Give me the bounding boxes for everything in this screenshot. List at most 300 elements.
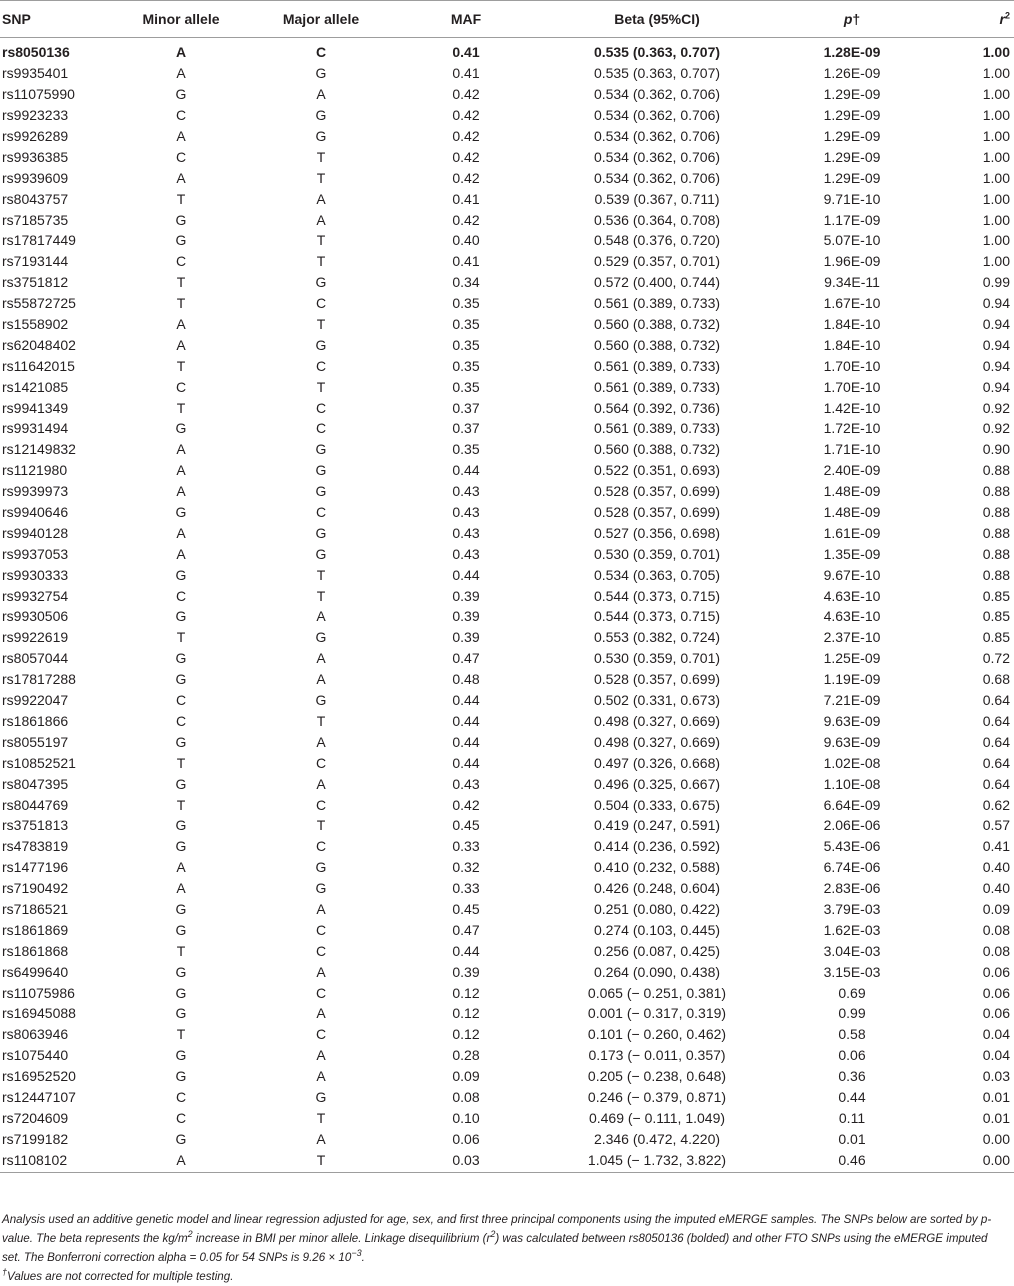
cell-p-value: 1.70E-10 <box>823 378 881 395</box>
table-row <box>0 334 1014 355</box>
cell-major-allele: A <box>316 211 326 228</box>
cell-beta: 0.256 (0.087, 0.425) <box>593 942 721 959</box>
table-row <box>0 1024 1014 1045</box>
cell-p-value: 5.43E-06 <box>823 838 881 855</box>
table-row <box>0 460 1014 481</box>
cell-beta: 0.173 (− 0.011, 0.357) <box>588 1047 726 1064</box>
cell-r-squared: 1.00 <box>982 148 1010 165</box>
cell-beta: 0.535 (0.363, 0.707) <box>593 65 721 82</box>
table-row <box>0 899 1014 920</box>
cell-minor-allele: G <box>175 1047 187 1064</box>
cell-snp: rs9937053 <box>2 545 69 562</box>
cell-beta: 0.534 (0.362, 0.706) <box>593 107 721 124</box>
cell-r-squared: 0.68 <box>982 671 1010 688</box>
cell-minor-allele: G <box>175 1005 187 1022</box>
cell-snp: rs9923233 <box>2 107 69 124</box>
header-r-letter: r <box>999 11 1005 27</box>
cell-maf: 0.32 <box>452 859 480 876</box>
cell-snp: rs16945088 <box>2 1005 76 1022</box>
notes-text-part-c: ) was calculated between rs8050136 (bolded) and other FTO SNPs using the eMERGE imputed set. The Bonferroni correction alpha = 0.05 for 54 SNPs is 9.26 × 10 <box>2 1232 988 1264</box>
cell-minor-allele: T <box>176 942 186 959</box>
cell-maf: 0.35 <box>452 378 480 395</box>
table-row <box>0 794 1014 815</box>
cell-snp: rs8047395 <box>2 775 69 792</box>
notes-text-part-d: . <box>361 1251 365 1264</box>
table-row <box>0 38 1014 63</box>
table-row <box>0 1107 1014 1128</box>
cell-minor-allele: A <box>175 44 187 61</box>
cell-minor-allele: C <box>175 378 187 395</box>
cell-p-value: 4.63E-10 <box>823 587 881 604</box>
cell-r-squared: 0.41 <box>982 838 1010 855</box>
header-p-dagger: † <box>852 11 861 27</box>
cell-beta: 0.414 (0.236, 0.592) <box>593 838 721 855</box>
cell-r-squared: 1.00 <box>982 86 1010 103</box>
cell-r-squared: 1.00 <box>982 107 1010 124</box>
cell-maf: 0.39 <box>452 608 480 625</box>
cell-r-squared: 1.00 <box>982 253 1010 270</box>
cell-beta: 0.469 (− 0.111, 1.049) <box>588 1109 726 1126</box>
cell-p-value: 1.29E-09 <box>823 107 881 124</box>
footnote-mark: † <box>2 1267 8 1278</box>
cell-snp: rs8055197 <box>2 733 69 750</box>
table-row <box>0 376 1014 397</box>
cell-snp: rs62048402 <box>2 336 76 353</box>
cell-snp: rs9922047 <box>2 692 69 709</box>
cell-maf: 0.03 <box>400 1149 532 1172</box>
cell-major-allele: G <box>315 692 327 709</box>
cell-r-squared: 0.94 <box>982 316 1010 333</box>
cell-beta: 2.346 (0.472, 4.220) <box>593 1130 721 1147</box>
cell-snp: rs17817288 <box>2 671 76 688</box>
cell-snp: rs8044769 <box>2 796 69 813</box>
table-row <box>0 585 1014 606</box>
cell-maf: 0.42 <box>452 169 480 186</box>
table-row <box>0 63 1014 84</box>
table-row <box>0 1045 1014 1066</box>
cell-beta: 0.264 (0.090, 0.438) <box>593 963 721 980</box>
cell-snp: rs1108102 <box>0 1149 120 1172</box>
cell-p-value: 1.35E-09 <box>823 545 881 562</box>
cell-minor-allele: A <box>176 316 186 333</box>
cell-r-squared: 0.06 <box>982 963 1010 980</box>
cell-snp: rs1861868 <box>2 942 69 959</box>
cell-minor-allele: T <box>176 399 186 416</box>
cell-maf: 0.42 <box>452 148 480 165</box>
cell-maf: 0.33 <box>452 880 480 897</box>
cell-snp: rs9930333 <box>2 566 69 583</box>
cell-major-allele: T <box>316 587 326 604</box>
cell-beta: 0.529 (0.357, 0.701) <box>593 253 721 270</box>
cell-beta: 0.530 (0.359, 0.701) <box>593 650 721 667</box>
cell-p-value: 0.01 <box>838 1130 866 1147</box>
cell-r-squared: 0.88 <box>982 504 1010 521</box>
cell-beta: 0.572 (0.400, 0.744) <box>593 274 721 291</box>
cell-major-allele: A <box>316 900 326 917</box>
cell-p-value: 1.67E-10 <box>823 295 881 312</box>
cell-beta: 0.497 (0.326, 0.668) <box>593 754 721 771</box>
cell-maf: 0.06 <box>452 1130 480 1147</box>
cell-p-value: 1.29E-09 <box>823 169 881 186</box>
cell-p-value: 1.25E-09 <box>823 650 881 667</box>
cell-major-allele: C <box>315 420 327 437</box>
table-row <box>0 773 1014 794</box>
cell-snp: rs55872725 <box>2 295 76 312</box>
cell-maf: 0.35 <box>452 336 480 353</box>
cell-major-allele: G <box>315 629 327 646</box>
cell-minor-allele: G <box>175 232 187 249</box>
cell-major-allele: G <box>315 1088 327 1105</box>
table-notes <box>2 1210 1007 1286</box>
header-major-allele: Major allele <box>242 1 400 38</box>
header-p-value <box>782 1 922 38</box>
cell-maf: 0.44 <box>452 566 480 583</box>
table-row <box>0 836 1014 857</box>
cell-major-allele: A <box>316 650 326 667</box>
cell-p-value: 3.04E-03 <box>823 942 881 959</box>
cell-p-value: 0.58 <box>838 1026 866 1043</box>
cell-maf: 0.09 <box>452 1068 480 1085</box>
cell-minor-allele: G <box>175 608 187 625</box>
header-p-letter: p <box>843 11 853 27</box>
cell-snp: rs1558902 <box>2 316 69 333</box>
cell-r-squared: 0.40 <box>982 859 1010 876</box>
cell-r-squared: 0.88 <box>982 566 1010 583</box>
cell-p-value: 6.64E-09 <box>823 796 881 813</box>
cell-p-value: 1.26E-09 <box>823 65 881 82</box>
cell-beta: 0.544 (0.373, 0.715) <box>593 587 721 604</box>
cell-p-value: 6.74E-06 <box>823 859 881 876</box>
cell-maf: 0.47 <box>452 650 480 667</box>
cell-maf: 0.45 <box>452 900 480 917</box>
table-row <box>0 752 1014 773</box>
cell-p-value: 1.29E-09 <box>823 148 881 165</box>
cell-major-allele: A <box>316 1068 326 1085</box>
cell-maf: 0.44 <box>452 712 480 729</box>
cell-r-squared: 0.04 <box>982 1026 1010 1043</box>
cell-maf: 0.41 <box>452 44 480 61</box>
cell-snp: rs1477196 <box>2 859 69 876</box>
cell-p-value: 0.36 <box>838 1068 866 1085</box>
cell-maf: 0.44 <box>452 462 480 479</box>
cell-maf: 0.12 <box>452 984 480 1001</box>
cell-beta: 0.561 (0.389, 0.733) <box>593 378 721 395</box>
cell-beta: 0.251 (0.080, 0.422) <box>593 900 721 917</box>
cell-p-value: 0.06 <box>838 1047 866 1064</box>
cell-minor-allele: T <box>176 190 186 207</box>
cell-minor-allele: G <box>175 1068 187 1085</box>
cell-r-squared: 0.85 <box>982 629 1010 646</box>
cell-maf: 0.28 <box>452 1047 480 1064</box>
cell-beta: 0.534 (0.363, 0.705) <box>593 566 721 583</box>
table-row <box>0 522 1014 543</box>
cell-maf: 0.44 <box>452 692 480 709</box>
cell-minor-allele: G <box>175 211 187 228</box>
cell-beta: 0.504 (0.333, 0.675) <box>593 796 721 813</box>
cell-minor-allele: C <box>175 692 187 709</box>
cell-major-allele: A <box>316 608 326 625</box>
cell-r-squared: 0.62 <box>982 796 1010 813</box>
cell-major-allele: T <box>316 378 326 395</box>
cell-snp: rs9940646 <box>2 504 69 521</box>
cell-beta: 0.410 (0.232, 0.588) <box>593 859 721 876</box>
cell-minor-allele: G <box>175 420 187 437</box>
cell-r-squared: 0.85 <box>982 608 1010 625</box>
cell-p-value: 1.48E-09 <box>823 483 881 500</box>
cell-major-allele: C <box>315 44 327 61</box>
cell-maf: 0.37 <box>452 420 480 437</box>
cell-beta: 0.527 (0.356, 0.698) <box>593 524 721 541</box>
footnote <box>2 1267 1007 1286</box>
cell-snp: rs7193144 <box>2 253 69 270</box>
cell-major-allele: C <box>315 921 327 938</box>
cell-major-allele: A <box>316 733 326 750</box>
cell-snp: rs1861869 <box>2 921 69 938</box>
cell-p-value: 9.63E-09 <box>823 733 881 750</box>
table-row <box>0 690 1014 711</box>
cell-r-squared: 0.08 <box>982 921 1010 938</box>
cell-beta: 0.522 (0.351, 0.693) <box>593 462 721 479</box>
cell-major-allele: G <box>315 524 327 541</box>
cell-p-value: 4.63E-10 <box>823 608 881 625</box>
cell-p-value: 1.96E-09 <box>823 253 881 270</box>
cell-r-squared: 0.64 <box>982 754 1010 771</box>
cell-maf: 0.41 <box>452 65 480 82</box>
cell-beta: 0.560 (0.388, 0.732) <box>593 316 721 333</box>
cell-major-allele: G <box>315 483 327 500</box>
cell-snp: rs6499640 <box>2 963 69 980</box>
cell-beta: 0.001 (− 0.317, 0.319) <box>587 1005 727 1022</box>
cell-r-squared: 0.00 <box>922 1149 1014 1172</box>
cell-beta: 0.274 (0.103, 0.445) <box>593 921 721 938</box>
cell-major-allele: G <box>315 880 327 897</box>
cell-r-squared: 1.00 <box>982 65 1010 82</box>
cell-minor-allele: C <box>175 587 187 604</box>
cell-minor-allele: T <box>176 796 186 813</box>
cell-p-value: 1.70E-10 <box>823 357 881 374</box>
cell-minor-allele: C <box>175 253 187 270</box>
cell-major-allele: A <box>316 190 326 207</box>
table-row <box>0 940 1014 961</box>
cell-minor-allele: G <box>175 671 187 688</box>
cell-snp: rs9941349 <box>2 399 69 416</box>
cell-beta: 0.419 (0.247, 0.591) <box>593 817 721 834</box>
cell-r-squared: 0.09 <box>982 900 1010 917</box>
cell-minor-allele: G <box>175 566 187 583</box>
table-row <box>0 126 1014 147</box>
cell-major-allele: C <box>315 754 327 771</box>
cell-r-squared: 1.00 <box>982 44 1010 61</box>
cell-p-value: 1.84E-10 <box>823 316 881 333</box>
cell-maf: 0.12 <box>452 1005 480 1022</box>
cell-r-squared: 0.04 <box>982 1047 1010 1064</box>
cell-beta: 0.528 (0.357, 0.699) <box>593 504 721 521</box>
table-row <box>0 272 1014 293</box>
cell-r-squared: 0.94 <box>982 295 1010 312</box>
cell-r-squared: 0.01 <box>982 1109 1010 1126</box>
cell-beta: 0.560 (0.388, 0.732) <box>593 441 721 458</box>
cell-beta: 0.530 (0.359, 0.701) <box>593 545 721 562</box>
cell-minor-allele: T <box>176 274 186 291</box>
cell-p-value: 1.10E-08 <box>823 775 881 792</box>
cell-beta: 0.528 (0.357, 0.699) <box>593 483 721 500</box>
cell-p-value: 0.69 <box>838 984 866 1001</box>
cell-minor-allele: G <box>175 984 187 1001</box>
cell-p-value: 9.34E-11 <box>824 274 880 291</box>
cell-minor-allele: G <box>175 504 187 521</box>
cell-maf: 0.45 <box>452 817 480 834</box>
table-row <box>0 731 1014 752</box>
table-row <box>0 815 1014 836</box>
cell-minor-allele: T <box>176 295 186 312</box>
cell-maf: 0.43 <box>452 545 480 562</box>
cell-minor-allele: A <box>176 859 186 876</box>
cell-beta: 0.496 (0.325, 0.667) <box>593 775 721 792</box>
cell-maf: 0.42 <box>452 107 480 124</box>
cell-r-squared: 0.06 <box>982 1005 1010 1022</box>
cell-major-allele: A <box>316 775 326 792</box>
cell-major-allele: C <box>315 838 327 855</box>
cell-snp: rs8050136 <box>2 44 70 61</box>
cell-maf: 0.43 <box>452 524 480 541</box>
cell-maf: 0.41 <box>452 190 480 207</box>
cell-beta: 0.205 (− 0.238, 0.648) <box>587 1068 727 1085</box>
header-maf: MAF <box>400 1 532 38</box>
cell-beta: 0.246 (− 0.379, 0.871) <box>587 1088 727 1105</box>
cell-beta: 1.045 (− 1.732, 3.822) <box>532 1149 782 1172</box>
cell-major-allele: T <box>316 566 326 583</box>
cell-beta: 0.536 (0.364, 0.708) <box>593 211 721 228</box>
cell-snp: rs9940128 <box>2 524 69 541</box>
cell-minor-allele: G <box>175 963 187 980</box>
cell-maf: 0.42 <box>452 86 480 103</box>
cell-major-allele: T <box>316 1109 326 1126</box>
table-row <box>0 209 1014 230</box>
cell-major-allele: T <box>316 316 326 333</box>
cell-minor-allele: C <box>175 712 187 729</box>
cell-snp: rs8063946 <box>2 1026 69 1043</box>
cell-snp: rs1121980 <box>2 462 68 479</box>
cell-r-squared: 0.94 <box>982 378 1010 395</box>
cell-minor-allele: A <box>176 545 186 562</box>
table-row <box>0 1149 1014 1172</box>
cell-major-allele: C <box>315 796 327 813</box>
cell-snp: rs9939973 <box>2 483 69 500</box>
table-row <box>0 669 1014 690</box>
cell-major-allele: C <box>315 942 327 959</box>
cell-minor-allele: G <box>175 733 187 750</box>
cell-maf: 0.35 <box>452 316 480 333</box>
cell-snp: rs17817449 <box>2 232 76 249</box>
cell-major-allele: T <box>242 1149 400 1172</box>
cell-minor-allele: G <box>175 817 187 834</box>
cell-p-value: 2.40E-09 <box>823 462 881 479</box>
table-row <box>0 543 1014 564</box>
cell-minor-allele: C <box>175 107 187 124</box>
cell-r-squared: 0.64 <box>982 712 1010 729</box>
cell-beta: 0.564 (0.392, 0.736) <box>593 399 721 416</box>
cell-snp: rs9930506 <box>2 608 69 625</box>
cell-minor-allele: T <box>176 754 186 771</box>
table-row <box>0 418 1014 439</box>
cell-beta: 0.539 (0.367, 0.711) <box>594 190 720 207</box>
table-row <box>0 188 1014 209</box>
cell-major-allele: G <box>315 107 327 124</box>
header-r-squared <box>922 1 1014 38</box>
cell-beta: 0.544 (0.373, 0.715) <box>593 608 721 625</box>
cell-beta: 0.528 (0.357, 0.699) <box>593 671 721 688</box>
cell-beta: 0.065 (− 0.251, 0.381) <box>587 984 727 1001</box>
cell-r-squared: 0.03 <box>982 1068 1010 1085</box>
table-row <box>0 1003 1014 1024</box>
cell-r-squared: 0.90 <box>982 441 1010 458</box>
cell-p-value: 2.83E-06 <box>823 880 881 897</box>
cell-maf: 0.42 <box>452 128 480 144</box>
cell-maf: 0.43 <box>452 483 480 500</box>
cell-maf: 0.43 <box>452 775 480 792</box>
table-row <box>0 481 1014 502</box>
cell-p-value: 1.19E-09 <box>823 671 881 688</box>
table-row <box>0 397 1014 418</box>
table-row <box>0 230 1014 251</box>
cell-r-squared: 0.88 <box>982 483 1010 500</box>
cell-p-value: 3.15E-03 <box>823 963 881 980</box>
cell-p-value: 9.67E-10 <box>823 566 881 583</box>
cell-p-value: 5.07E-10 <box>823 232 881 249</box>
cell-major-allele: G <box>315 545 327 562</box>
cell-maf: 0.12 <box>452 1026 480 1043</box>
cell-p-value: 1.48E-09 <box>823 504 881 521</box>
cell-major-allele: A <box>316 1130 326 1147</box>
table-row <box>0 84 1014 105</box>
cell-major-allele: T <box>316 253 326 270</box>
cell-maf: 0.35 <box>452 357 480 374</box>
cell-p-value: 9.71E-10 <box>823 190 881 207</box>
cell-r-squared: 0.08 <box>982 942 1010 959</box>
table-row <box>0 606 1014 627</box>
table-body <box>0 38 1014 1173</box>
table-row <box>0 564 1014 585</box>
table-row <box>0 1066 1014 1087</box>
cell-r-squared: 1.00 <box>982 169 1010 186</box>
cell-maf: 0.39 <box>452 587 480 604</box>
cell-major-allele: A <box>316 1005 326 1022</box>
cell-snp: rs9932754 <box>2 587 69 604</box>
notes-superscript-2: 2 <box>490 1229 496 1240</box>
cell-r-squared: 0.01 <box>982 1088 1010 1105</box>
cell-major-allele: A <box>316 86 326 103</box>
cell-r-squared: 0.72 <box>982 650 1010 667</box>
cell-minor-allele: A <box>120 1149 242 1172</box>
cell-snp: rs16952520 <box>2 1068 76 1085</box>
cell-major-allele: A <box>316 1047 326 1064</box>
cell-r-squared: 0.92 <box>982 399 1010 416</box>
cell-p-value: 2.37E-10 <box>823 629 881 646</box>
cell-beta: 0.535 (0.363, 0.707) <box>593 44 721 61</box>
cell-minor-allele: C <box>175 148 187 165</box>
cell-snp: rs9935401 <box>2 65 69 82</box>
cell-maf: 0.39 <box>452 963 480 980</box>
cell-r-squared: 0.88 <box>982 545 1010 562</box>
header-r-superscript: 2 <box>1004 10 1010 21</box>
cell-minor-allele: G <box>175 775 187 792</box>
table-row <box>0 314 1014 335</box>
table-row <box>0 1128 1014 1149</box>
cell-maf: 0.43 <box>452 504 480 521</box>
cell-major-allele: G <box>315 336 327 353</box>
cell-maf: 0.33 <box>452 838 480 855</box>
cell-maf: 0.42 <box>452 211 480 228</box>
